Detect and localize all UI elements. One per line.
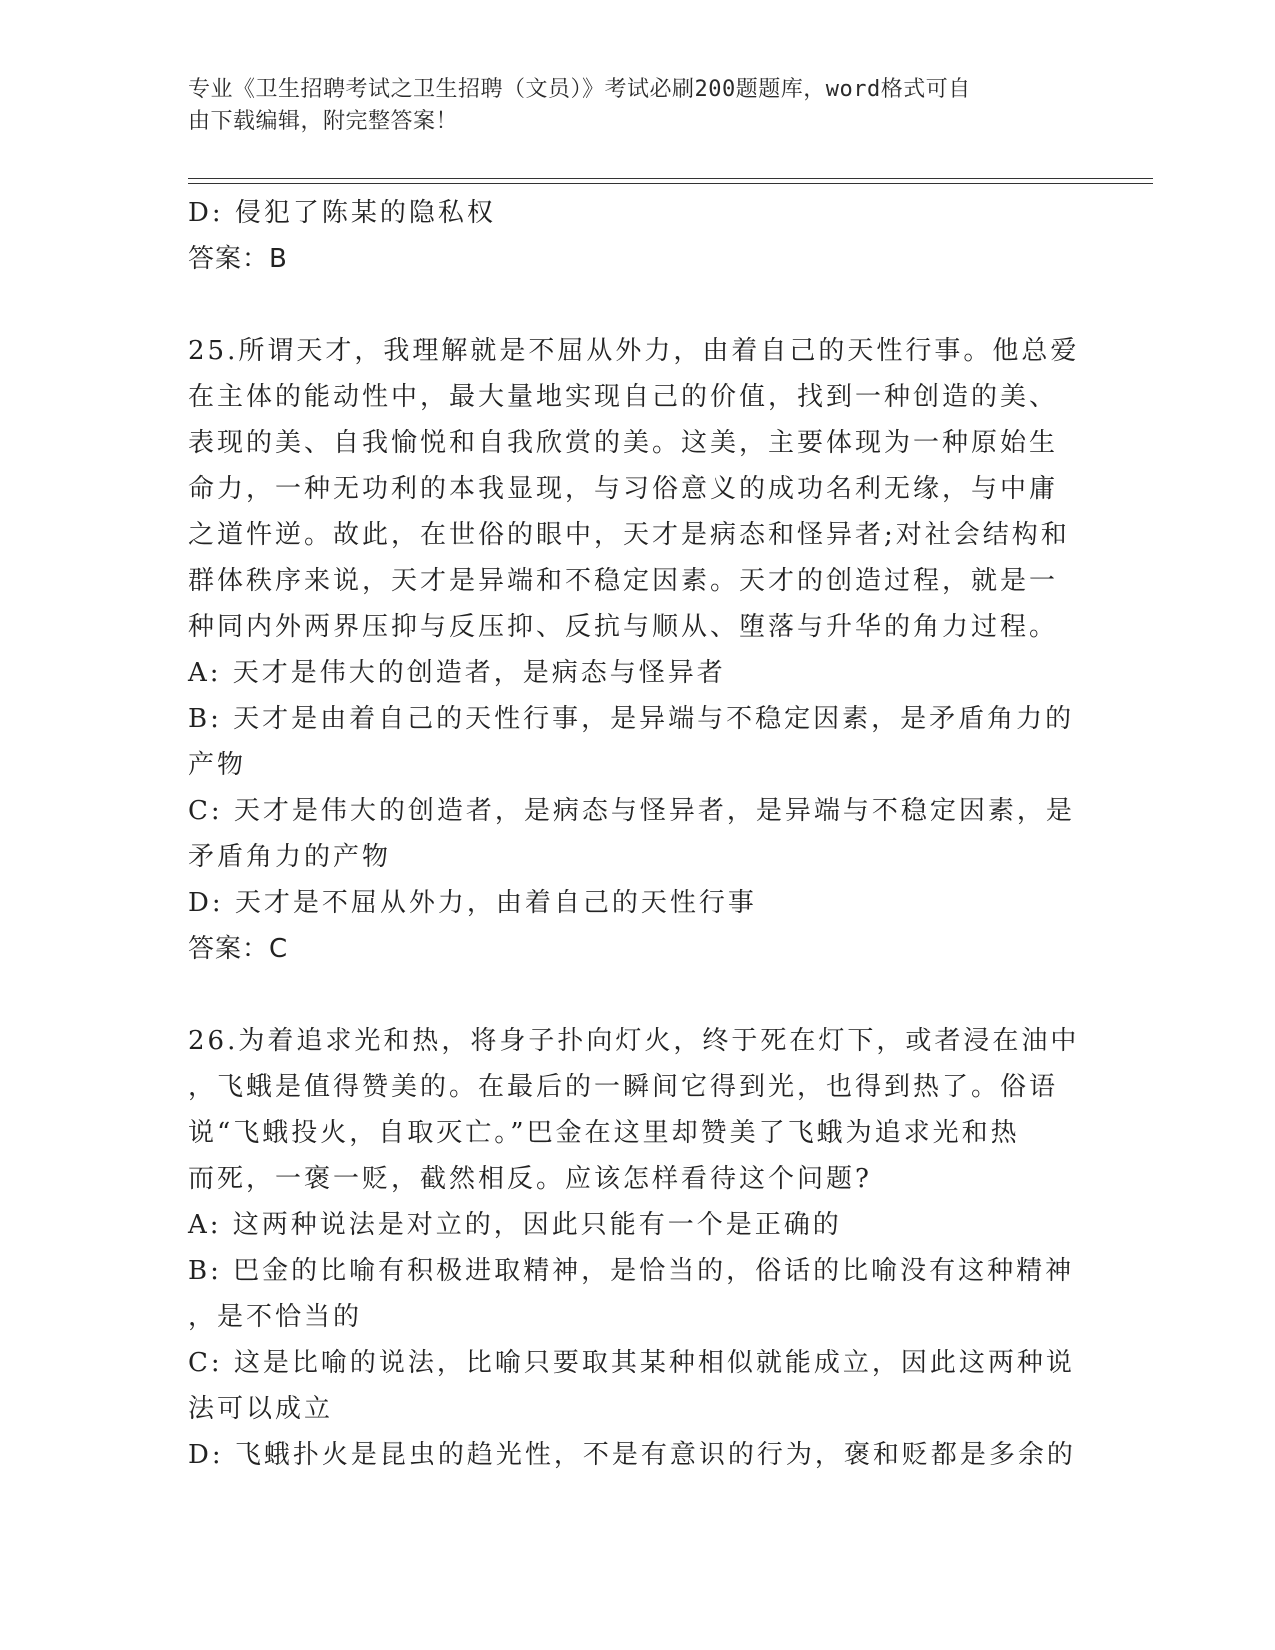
q26-option-b-cont: ，是不恰当的 — [188, 1302, 363, 1332]
header-line-2: 由下载编辑，附完整答案！ — [188, 109, 459, 134]
question-26 — [188, 1018, 1088, 1478]
q25-stem-line: 群体秩序来说，天才是异端和不稳定因素。天才的创造过程，就是一 — [188, 566, 1059, 596]
q26-option-b: B: 巴金的比喻有积极进取精神，是恰当的，俗话的比喻没有这种精神 — [188, 1256, 1075, 1286]
header-divider-top — [188, 178, 1153, 179]
q26-stem-line: 说“飞蛾投火，自取灭亡。”巴金在这里却赞美了飞蛾为追求光和热 — [188, 1118, 1020, 1148]
q26-option-a: A: 这两种说法是对立的，因此只能有一个是正确的 — [188, 1210, 842, 1240]
q26-option-c-cont: 法可以成立 — [188, 1394, 334, 1424]
q25-stem-line: 种同内外两界压抑与反压抑、反抗与顺从、堕落与升华的角力过程。 — [188, 612, 1059, 642]
document-header — [188, 74, 1088, 138]
q26-stem-line: 26.为着追求光和热，将身子扑向灯火，终于死在灯下，或者浸在油中 — [188, 1026, 1080, 1056]
q25-option-c-cont: 矛盾角力的产物 — [188, 842, 392, 872]
q25-stem-line: 25.所谓天才，我理解就是不屈从外力，由着自己的天性行事。他总爱 — [188, 336, 1080, 366]
q25-stem-line: 命力，一种无功利的本我显现，与习俗意义的成功名利无缘，与中庸 — [188, 474, 1059, 504]
q25-option-b: B: 天才是由着自己的天性行事，是异端与不稳定因素，是矛盾角力的 — [188, 704, 1075, 734]
header-line-1: 专业《卫生招聘考试之卫生招聘（文员）》考试必刷200题题库，word格式可自 — [188, 77, 971, 102]
document-body — [188, 190, 1088, 1478]
q26-stem-line: ，飞蛾是值得赞美的。在最后的一瞬间它得到光，也得到热了。俗语 — [188, 1072, 1059, 1102]
q26-option-d: D: 飞蛾扑火是昆虫的趋光性，不是有意识的行为，褒和贬都是多余的 — [188, 1440, 1076, 1470]
header-divider-bottom — [188, 183, 1153, 184]
q25-stem-line: 表现的美、自我愉悦和自我欣赏的美。这美，主要体现为一种原始生 — [188, 428, 1059, 458]
q26-option-c: C: 这是比喻的说法，比喻只要取其某种相似就能成立，因此这两种说 — [188, 1348, 1075, 1378]
question-25 — [188, 328, 1088, 972]
q26-stem-line: 而死，一褒一贬，截然相反。应该怎样看待这个问题? — [188, 1164, 872, 1194]
prev-answer: 答案：B — [188, 244, 288, 274]
q25-option-a: A: 天才是伟大的创造者，是病态与怪异者 — [188, 658, 726, 688]
q25-stem-line: 之道忤逆。故此，在世俗的眼中，天才是病态和怪异者;对社会结构和 — [188, 520, 1070, 550]
q25-option-d: D: 天才是不屈从外力，由着自己的天性行事 — [188, 888, 757, 918]
q25-option-c: C: 天才是伟大的创造者，是病态与怪异者，是异端与不稳定因素，是 — [188, 796, 1075, 826]
q25-option-b-cont: 产物 — [188, 750, 247, 780]
spacer — [188, 282, 1088, 328]
spacer — [188, 972, 1088, 1018]
q25-stem-line: 在主体的能动性中，最大量地实现自己的价值，找到一种创造的美、 — [188, 382, 1059, 412]
prev-option-d: D: 侵犯了陈某的隐私权 — [188, 198, 496, 228]
q25-answer: 答案：C — [188, 934, 289, 964]
